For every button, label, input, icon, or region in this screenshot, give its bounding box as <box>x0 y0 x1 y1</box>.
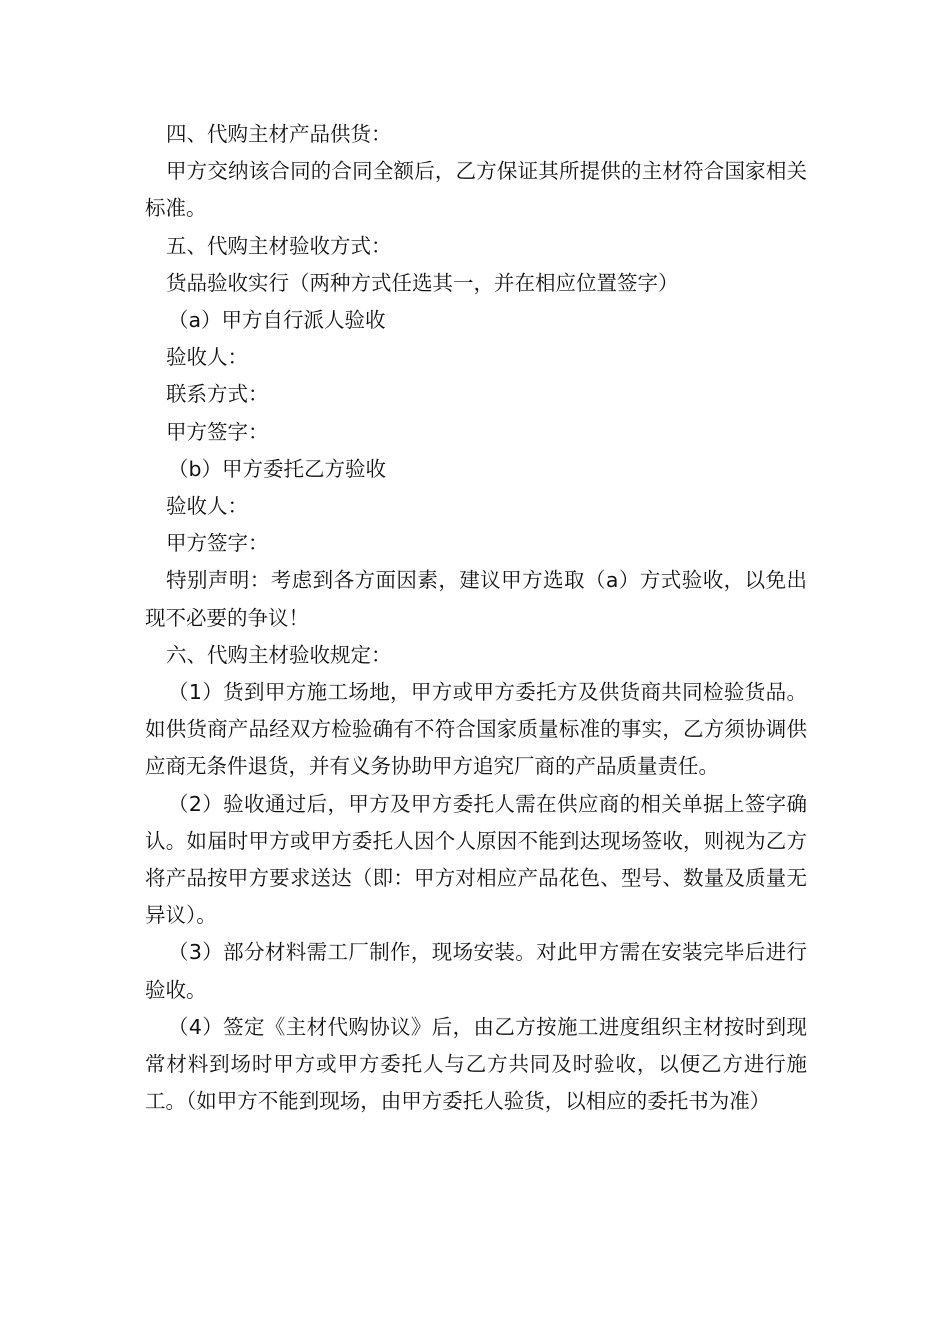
field-inspector-b: 验收人： <box>166 494 248 519</box>
field-inspector-a: 验收人： <box>166 345 248 370</box>
document-body <box>145 116 807 1120</box>
option-b-heading: （b）甲方委托乙方验收 <box>168 456 387 481</box>
rule-item-3: （3）部分材料需工厂制作，现场安装。对此甲方需在安装完毕后进行验收。 <box>145 940 807 1002</box>
paragraph-special-statement: 特别声明：考虑到各方面因素，建议甲方选取（a）方式验收，以免出现不必要的争议！ <box>145 568 807 630</box>
field-signature-a: 甲方签字： <box>166 419 269 444</box>
rule-item-1: （1）货到甲方施工场地，甲方或甲方委托方及供货商共同检验货品。如供货商产品经双方检验确有不符合国家质量标准的事实，乙方须协调供应商无条件退货，并有义务协助甲方追究厂商的产品质量责任。 <box>145 680 807 779</box>
section-heading-6: 六、代购主材验收规定： <box>166 642 392 667</box>
paragraph-supply-terms: 甲方交纳该合同的合同全额后，乙方保证其所提供的主材符合国家相关标准。 <box>145 159 807 221</box>
rule-item-2: （2）验收通过后，甲方及甲方委托人需在供应商的相关单据上签字确认。如届时甲方或甲方委托人因个人原因不能到达现场签收，则视为乙方将产品按甲方要求送达（即：甲方对相应产品花色、型号、数量及质量无异议）。 <box>145 791 807 928</box>
section-heading-5: 五、代购主材验收方式： <box>166 233 392 258</box>
rule-item-4: （4）签定《主材代购协议》后，由乙方按施工进度组织主材按时到现常材料到场时甲方或甲方委托人与乙方共同及时验收，以便乙方进行施工。（如甲方不能到现场，由甲方委托人验货，以相应的委托书为准） <box>145 1014 807 1114</box>
field-signature-b: 甲方签字： <box>166 531 269 556</box>
section-heading-4: 四、代购主材产品供货： <box>166 122 392 146</box>
paragraph-inspection-intro: 货品验收实行（两种方式任选其一，并在相应位置签字） <box>166 270 679 295</box>
field-contact-a: 联系方式： <box>166 382 269 407</box>
option-a-heading: （a）甲方自行派人验收 <box>168 308 386 333</box>
